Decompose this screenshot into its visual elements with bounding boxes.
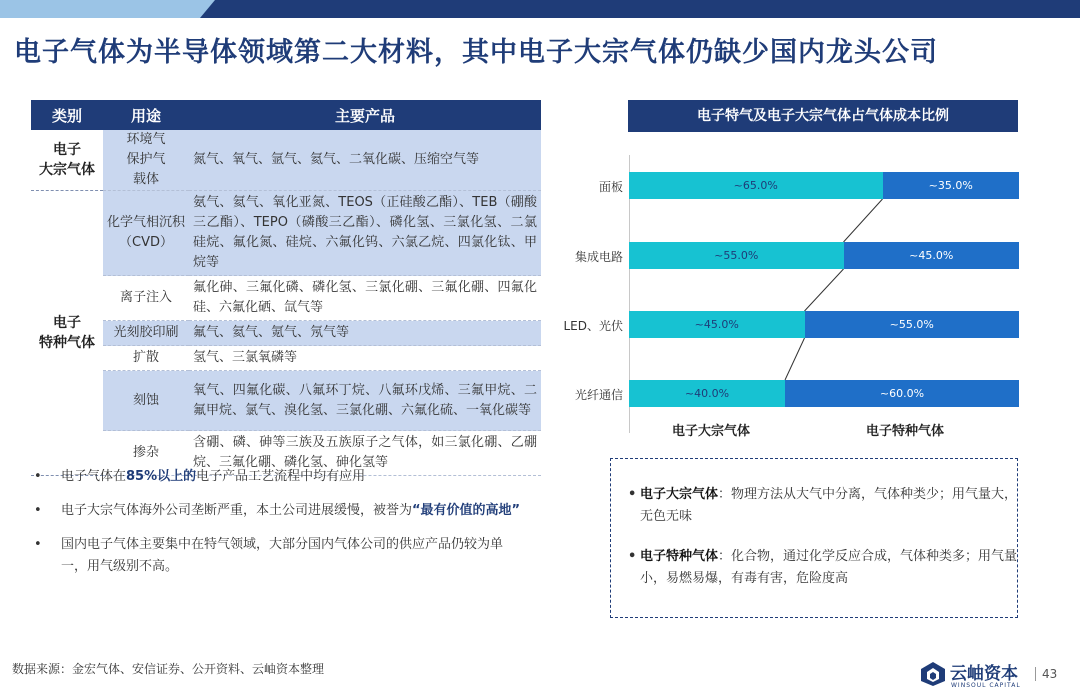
- header-category: 类别: [31, 100, 103, 130]
- use-cell: 化学气相沉积 （CVD）: [103, 191, 189, 276]
- products-cell: 氮气、氧气、氩气、氦气、二氧化碳、压缩空气等: [189, 130, 541, 191]
- definition-text: ：物理方法从大气中分离，气体种类少；用气量大，无色无味: [640, 487, 1018, 524]
- gas-table: [31, 100, 541, 476]
- connector-line: [844, 199, 883, 242]
- category-label: 光纤通信: [574, 388, 623, 402]
- bullet-item: [34, 500, 524, 522]
- table-row: [31, 346, 541, 371]
- table-header-row: [31, 100, 541, 130]
- use-cell: 光刻胶印刷: [103, 321, 189, 346]
- bullet-dot: •: [628, 487, 637, 502]
- header-products: 主要产品: [189, 100, 541, 130]
- use-cell: 刻蚀: [103, 371, 189, 431]
- definition-term: 电子大宗气体: [640, 487, 719, 502]
- definition-text: ：化合物，通过化学反应合成，气体种类多；用气量小，易燃易爆，有毒有害，危险度高: [640, 549, 1018, 586]
- products-cell: 氢气、三氯氧磷等: [189, 346, 541, 371]
- bullet-dot: •: [34, 503, 42, 518]
- bullet-highlight: “最有价值的高地”: [412, 503, 521, 518]
- legend-bulk-gas: 电子大宗气体: [672, 424, 751, 439]
- bar-bulk-gas: ~40.0%: [629, 380, 785, 407]
- products-cell: 氟气、氦气、氪气、氖气等: [189, 321, 541, 346]
- logo-text: 云岫资本: [950, 664, 1018, 684]
- table-row: [31, 191, 541, 276]
- top-banner: [0, 0, 1080, 18]
- bar-special-gas: ~35.0%: [883, 172, 1020, 199]
- bullet-text-post: 电子产品工艺流程中均有应用: [196, 469, 366, 484]
- connector-line: [805, 269, 844, 311]
- bullet-dot: •: [628, 549, 637, 564]
- bar-bulk-gas: ~55.0%: [629, 242, 844, 269]
- products-cell: 氟化砷、三氟化磷、磷化氢、三氯化硼、三氟化硼、四氟化硅、六氟化硒、氙气等: [189, 276, 541, 321]
- definition-bulk-gas: [628, 484, 1018, 528]
- page-number: 43: [1035, 667, 1057, 681]
- top-banner-light: [0, 0, 215, 18]
- bar-special-gas: ~55.0%: [805, 311, 1020, 338]
- bar-special-gas: ~60.0%: [785, 380, 1019, 407]
- header-use: 用途: [103, 100, 189, 130]
- bullet-dot: •: [34, 469, 42, 484]
- table-row: [31, 321, 541, 346]
- definition-special-gas: [628, 546, 1018, 590]
- legend-special-gas: 电子特种气体: [866, 424, 945, 439]
- bullet-text-pre: 电子气体在: [61, 469, 127, 484]
- bar-bulk-gas: ~45.0%: [629, 311, 805, 338]
- use-cell: 掺杂: [103, 431, 189, 476]
- category-label: 集成电路: [574, 250, 623, 264]
- bar-bulk-gas: ~65.0%: [629, 172, 883, 199]
- bullet-highlight: 85%以上的: [126, 469, 197, 484]
- category-special-gas: 电子 特种气体: [31, 191, 103, 476]
- bullet-dot: •: [34, 537, 42, 552]
- table-row: [31, 130, 541, 191]
- category-bulk-gas: 电子 大宗气体: [31, 130, 103, 191]
- winsoul-logo-icon: [920, 661, 946, 687]
- use-cell: 离子注入: [103, 276, 189, 321]
- category-label: LED、光伏: [563, 319, 623, 333]
- use-cell: 环境气 保护气 载体: [103, 130, 189, 191]
- definition-term: 电子特种气体: [640, 549, 719, 564]
- logo-subtext: WINSOUL CAPITAL: [951, 682, 1021, 689]
- use-cell: 扩散: [103, 346, 189, 371]
- table-row: [31, 371, 541, 431]
- bar-special-gas: ~45.0%: [844, 242, 1020, 269]
- products-cell: 氧气、四氟化碳、八氟环丁烷、八氟环戊烯、三氟甲烷、二氟甲烷、氯气、溴化氢、三氯化硼、六氟化硫、一氧化碳等: [189, 371, 541, 431]
- connector-line: [785, 338, 805, 380]
- page-title: 电子气体为半导体领域第二大材料，其中电子大宗气体仍缺少国内龙头公司: [14, 37, 938, 68]
- bullet-item: [34, 466, 524, 488]
- bullet-item: [34, 534, 524, 578]
- products-cell: 含硼、磷、砷等三族及五族原子之气体，如三氯化硼、乙硼烷、三氟化硼、磷化氢、砷化氢等: [189, 431, 541, 476]
- bullet-list: [34, 466, 524, 590]
- definition-box: [610, 458, 1018, 618]
- data-source: 数据来源：金宏气体、安信证券、公开资料、云岫资本整理: [12, 662, 325, 676]
- products-cell: 氨气、氦气、氧化亚氮、TEOS（正硅酸乙酯）、TEB（硼酸三乙酯）、TEPO（磷酸三乙酯）、磷化氢、三氯化氢、二氯硅烷、氟化氮、硅烷、六氟化钨、六氯乙烷、四氯化钛、甲烷等: [189, 191, 541, 276]
- table-row: [31, 276, 541, 321]
- bullet-text-pre: 国内电子气体主要集中在特气领域，大部分国内气体公司的供应产品仍较为单一，用气级别不高。: [61, 537, 504, 574]
- bullet-text-pre: 电子大宗气体海外公司垄断严重，本土公司进展缓慢，被誉为: [61, 503, 413, 518]
- top-banner-dark: [200, 0, 1080, 18]
- chart-title: 电子特气及电子大宗气体占气体成本比例: [628, 100, 1018, 132]
- category-label: 面板: [598, 180, 623, 194]
